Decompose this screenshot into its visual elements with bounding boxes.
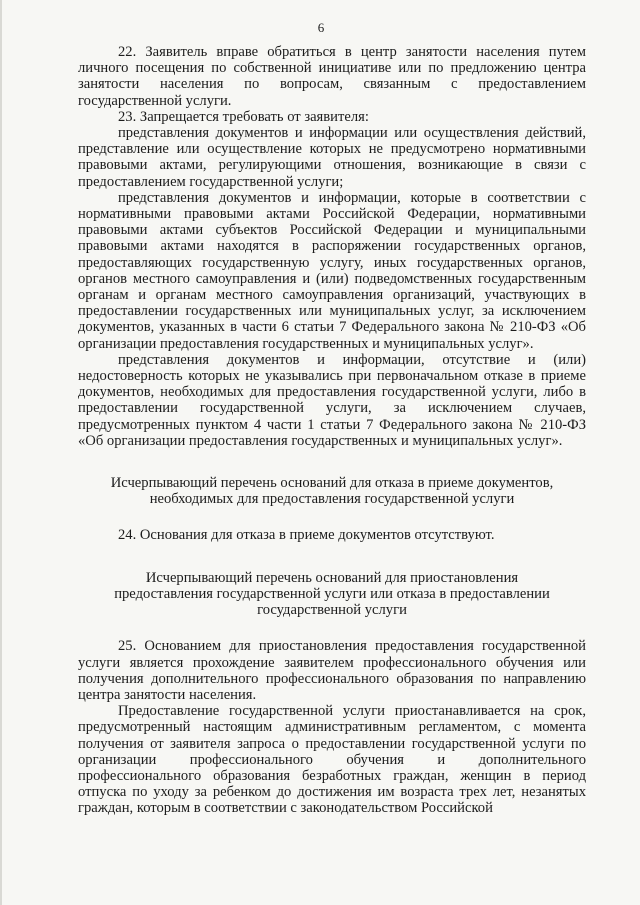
document-body	[78, 44, 586, 817]
heading-line: Исчерпывающий перечень оснований для отказа в приеме документов,	[110, 475, 554, 492]
paragraph-23-item-3: представления документов и информации, отсутствие и (или) недостоверность которых не указывались при первоначальном отказе в приеме документов, необходимых для предоставления государственной услуги, либо в предоставлении государственной услуги, за исключением случаев, предусмотренных пунктом 4 части 1 статьи 7 Федерального закона № 210-ФЗ «Об организации предоставления государственных и муниципальных услуг».	[78, 351, 586, 449]
section-heading-suspension	[78, 570, 586, 619]
paragraph-23-item-1: представления документов и информации или осуществления действий, представление или осуществление которых не предусмотрено нормативными правовыми актами, регулирующими отношения, возникающие в связи с предоставлением государственной услуги;	[78, 125, 586, 190]
paragraph-25-continuation: Предоставление государственной услуги приостанавливается на срок, предусмотренный настоящим административным регламентом, с момента получения от заявителя запроса о предоставлении государственной услуги по организации профессионального обучения и дополнительного профессионального образования безработных граждан, женщин в период отпуска по уходу за ребенком до достижения им возраста трех лет, незанятых граждан, которым в соответствии с законодательством Российской	[78, 703, 586, 817]
heading-line: государственной услуги	[257, 602, 407, 619]
paragraph-23: 23. Запрещается требовать от заявителя:	[118, 108, 369, 125]
heading-line: предоставления государственной услуги или отказа в предоставлении	[114, 585, 550, 602]
paragraph-23-item-2: представления документов и информации, которые в соответствии с нормативными правовыми актами Российской Федерации, нормативными правовыми актами субъектов Российской Федерации и муниципальными правовыми актами находятся в распоряжении государственных органов, предоставляющих государственную услугу, иных государственных органов, органов местного самоуправления и (или) подведомственных государственным органам и органам местного самоуправления организаций, участвующих в предоставлении государственных или муниципальных услуг, за исключением документов, указанных в части 6 статьи 7 Федерального закона № 210-ФЗ «Об организации предоставления государственных и муниципальных услуг».	[78, 189, 586, 352]
heading-line: необходимых для предоставления государственной услуги	[149, 491, 515, 508]
page-number: 6	[317, 20, 325, 35]
paragraph-25: 25. Основанием для приостановления предоставления государственной услуги является прохождение заявителем профессионального обучения или получения дополнительного профессионального образования по направлению центра занятости населения.	[78, 638, 586, 703]
heading-line: Исчерпывающий перечень оснований для приостановления	[145, 569, 519, 586]
paragraph-24: 24. Основания для отказа в приеме документов отсутствуют.	[118, 527, 495, 544]
section-heading-refusal	[78, 475, 586, 507]
paragraph-22: 22. Заявитель вправе обратиться в центр занятости населения путем личного посещения по собственной инициативе или по предложению центра занятости населения по вопросам, связанным с предоставлением государственной услуги.	[78, 44, 586, 109]
